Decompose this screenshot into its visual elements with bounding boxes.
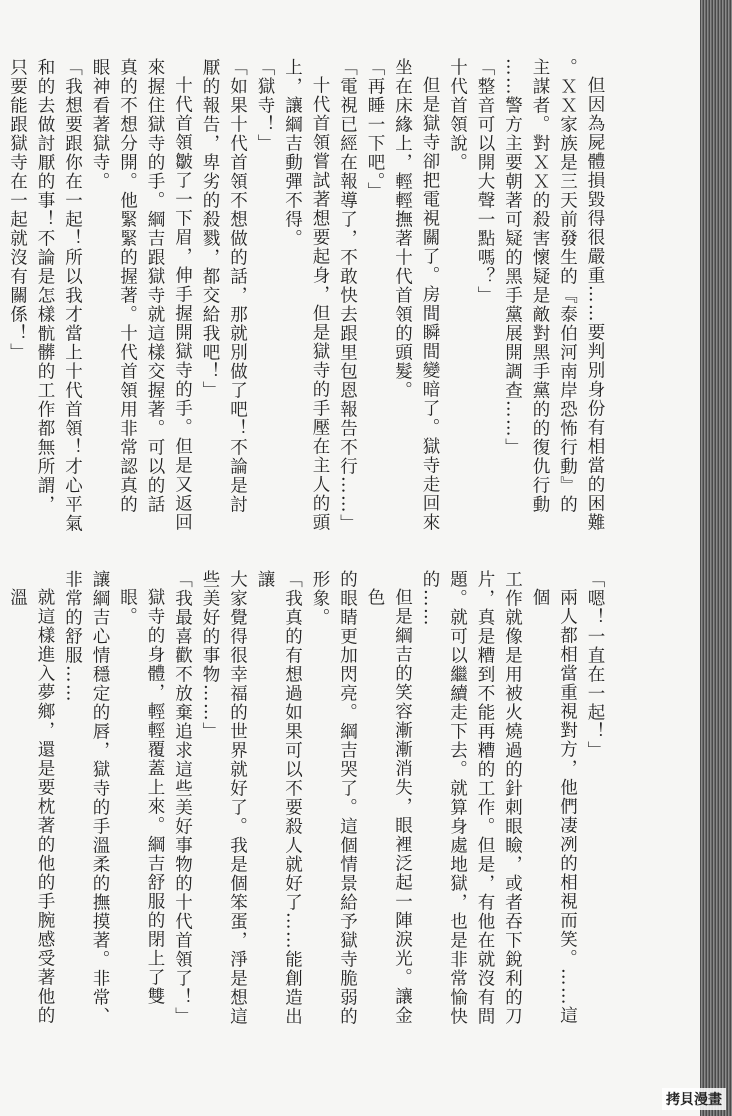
text-column: 只要能跟獄寺在一起就沒有關係！」 xyxy=(7,58,28,362)
text-column: 「電視已經在報導了，不敢快去跟里包恩報告不行……」 xyxy=(337,58,358,533)
text-column: 十代首領皺了一下眉，伸手握開獄寺的手。但是又返回 xyxy=(172,75,193,532)
text-column: 。ＸＸ家族是三天前發生的『泰伯河南岸恐怖行動』的 xyxy=(557,58,578,514)
text-column: 坐在床緣上，輕輕撫著十代首領的頭髮。 xyxy=(392,58,413,400)
text-column: 「再睡一下吧。」 xyxy=(365,58,385,202)
text-column: 「嗯！一直在一起！」 xyxy=(585,570,605,760)
text-column: 和的去做討厭的事！不論是怎樣骯髒的工作都無所謂， xyxy=(35,58,55,514)
text-column: 非常的舒服…… xyxy=(62,570,83,703)
text-column: 十代首領說。 xyxy=(447,58,468,172)
text-column: 上，讓綱吉動彈不得。 xyxy=(282,58,303,248)
text-column: 「獄寺！」 xyxy=(255,58,275,153)
watermark-logo: 拷貝漫畫 xyxy=(662,1088,726,1110)
text-column: 但是獄寺卻把電視關了。房間瞬間變暗了。獄寺走回來 xyxy=(420,75,440,532)
text-column: 兩人都相當重視對方，他們凄冽的相視而笑。……這個 xyxy=(530,587,578,1025)
text-column: 主謀者。對ＸＸ的殺害懷疑是敵對黑手黨的的復仇行動 xyxy=(530,58,550,514)
upper-text-block xyxy=(0,58,608,538)
text-column xyxy=(0,570,3,1040)
text-column: 「整音可以開大聲一點嗎？」 xyxy=(475,58,495,305)
text-column: 眼神看著獄寺。 xyxy=(90,58,110,191)
text-column: 大家覺得很幸福的世界就好了。我是個笨蛋，淨是想這 xyxy=(227,570,248,1026)
text-column: 「如果十代首領不想做的話，那就別做了吧！不論是討 xyxy=(227,58,248,514)
text-column: 「我想要跟你在一起！所以我才當上十代首領！才心平氣 xyxy=(62,58,83,533)
lower-text-block xyxy=(0,570,608,1040)
text-column: 的…… xyxy=(420,570,440,627)
text-column: 「我最喜歡不放棄追求這些美好事物的十代首領了！」 xyxy=(172,570,193,1026)
text-column: 獄寺的身體，輕輕覆蓋上來。綱吉舒服的閉上了雙眼。 xyxy=(117,587,165,1006)
text-column: 工作就像是用被火燒過的針刺眼瞼，或者吞下銳利的刀 xyxy=(502,570,523,1026)
text-column: 十代首領嘗試著想要起身，但是獄寺的手壓在主人的頭 xyxy=(310,75,330,532)
text-column: 但是綱吉的笑容漸漸消失，眼裡泛起一陣淚光。讓金色 xyxy=(365,587,413,1025)
text-column: 片，真是糟到不能再糟的工作。但是，有他在就沒有問 xyxy=(475,570,495,1026)
text-column: 讓綱吉心情穩定的唇，獄寺的手溫柔的撫摸著。非常、 xyxy=(90,570,110,1026)
page-edge xyxy=(700,0,732,1116)
text-column: 的眼睛更加閃亮。綱吉哭了。這個情景給予獄寺脆弱的 xyxy=(337,570,358,1026)
text-column: 真的不想分開。他緊緊的握著。十代首領用非常認真的 xyxy=(117,58,138,514)
text-column: 厭的報告，卑劣的殺戮，都交給我吧！」 xyxy=(200,58,220,400)
text-column: 「我真的有想過如果可以不要殺人就好了……能創造出讓 xyxy=(255,570,303,1026)
text-column: 就這樣進入夢鄉，還是要枕著的他的手腕感受著他的溫 xyxy=(7,587,55,1025)
text-column: 題。就可以繼續走下去。就算身處地獄，也是非常愉快 xyxy=(447,570,468,1026)
text-column: 來握住獄寺的手。綱吉跟獄寺就這樣交握著。可以的話 xyxy=(145,58,165,514)
text-column: 形象。 xyxy=(310,570,330,627)
text-column: 但因為屍體損毀得很嚴重……要判別身份有相當的困難 xyxy=(585,75,605,532)
text-column: 些美好的事物……」 xyxy=(200,570,220,741)
text-column: ……警方主要朝著可疑的黑手黨展開調查……」 xyxy=(502,58,523,457)
